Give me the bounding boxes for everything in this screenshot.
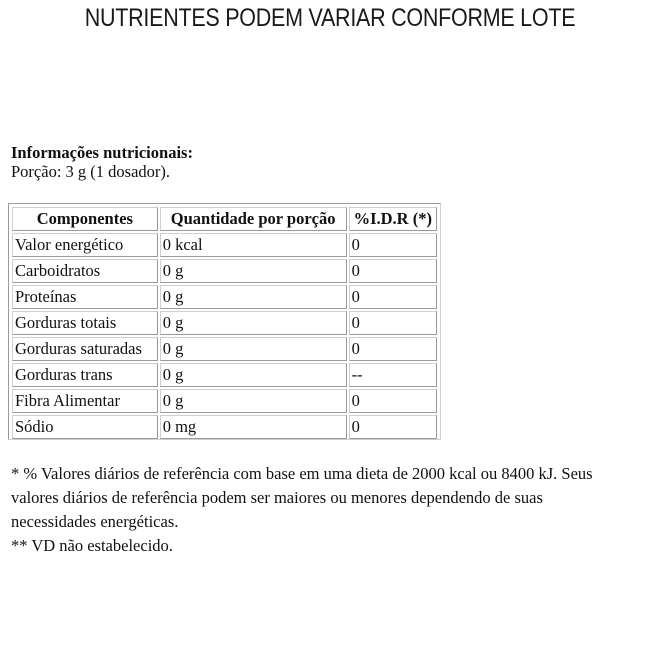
quantity-cell: 0 g <box>160 389 347 413</box>
table-row <box>12 259 437 283</box>
idr-cell: 0 <box>349 389 437 413</box>
quantity-cell: 0 kcal <box>160 233 347 257</box>
footnotes <box>11 462 656 558</box>
table-row <box>12 337 437 361</box>
nutrition-info-header <box>11 143 193 181</box>
quantity-cell: 0 mg <box>160 415 347 439</box>
table-row <box>12 389 437 413</box>
table-row <box>12 311 437 335</box>
idr-cell: 0 <box>349 285 437 309</box>
component-cell: Fibra Alimentar <box>12 389 158 413</box>
quantity-cell: 0 g <box>160 363 347 387</box>
idr-cell: 0 <box>349 337 437 361</box>
component-cell: Valor energético <box>12 233 158 257</box>
table-row <box>12 233 437 257</box>
table-row <box>12 363 437 387</box>
footnote-line: valores diários de referência podem ser maiores ou menores dependendo de suas <box>11 488 543 507</box>
idr-cell: 0 <box>349 311 437 335</box>
component-cell: Gorduras totais <box>12 311 158 335</box>
portion-text: Porção: 3 g (1 dosador). <box>11 162 171 181</box>
banner-title: NUTRIENTES PODEM VARIAR CONFORME LOTE <box>84 4 576 32</box>
table-row <box>12 285 437 309</box>
quantity-cell: 0 g <box>160 259 347 283</box>
column-header-idr: %I.D.R (*) <box>349 207 437 231</box>
column-header-components: Componentes <box>12 207 158 231</box>
component-cell: Carboidratos <box>12 259 158 283</box>
footnote-line: * % Valores diários de referência com base em uma dieta de 2000 kcal ou 8400 kJ. Seus <box>11 464 593 483</box>
idr-cell: 0 <box>349 415 437 439</box>
component-cell: Gorduras saturadas <box>12 337 158 361</box>
idr-cell: -- <box>349 363 437 387</box>
footnote-line: ** VD não estabelecido. <box>11 536 173 555</box>
component-cell: Sódio <box>12 415 158 439</box>
component-cell: Proteínas <box>12 285 158 309</box>
footnote-line: necessidades energéticas. <box>11 512 179 531</box>
idr-cell: 0 <box>349 259 437 283</box>
quantity-cell: 0 g <box>160 337 347 361</box>
table-row <box>12 415 437 439</box>
nutrition-table-frame <box>8 203 441 440</box>
table-header-row <box>12 207 437 231</box>
column-header-quantity: Quantidade por porção <box>160 207 347 231</box>
nutrition-heading: Informações nutricionais: <box>11 143 193 162</box>
quantity-cell: 0 g <box>160 285 347 309</box>
idr-cell: 0 <box>349 233 437 257</box>
component-cell: Gorduras trans <box>12 363 158 387</box>
nutrition-table <box>10 205 439 441</box>
quantity-cell: 0 g <box>160 311 347 335</box>
